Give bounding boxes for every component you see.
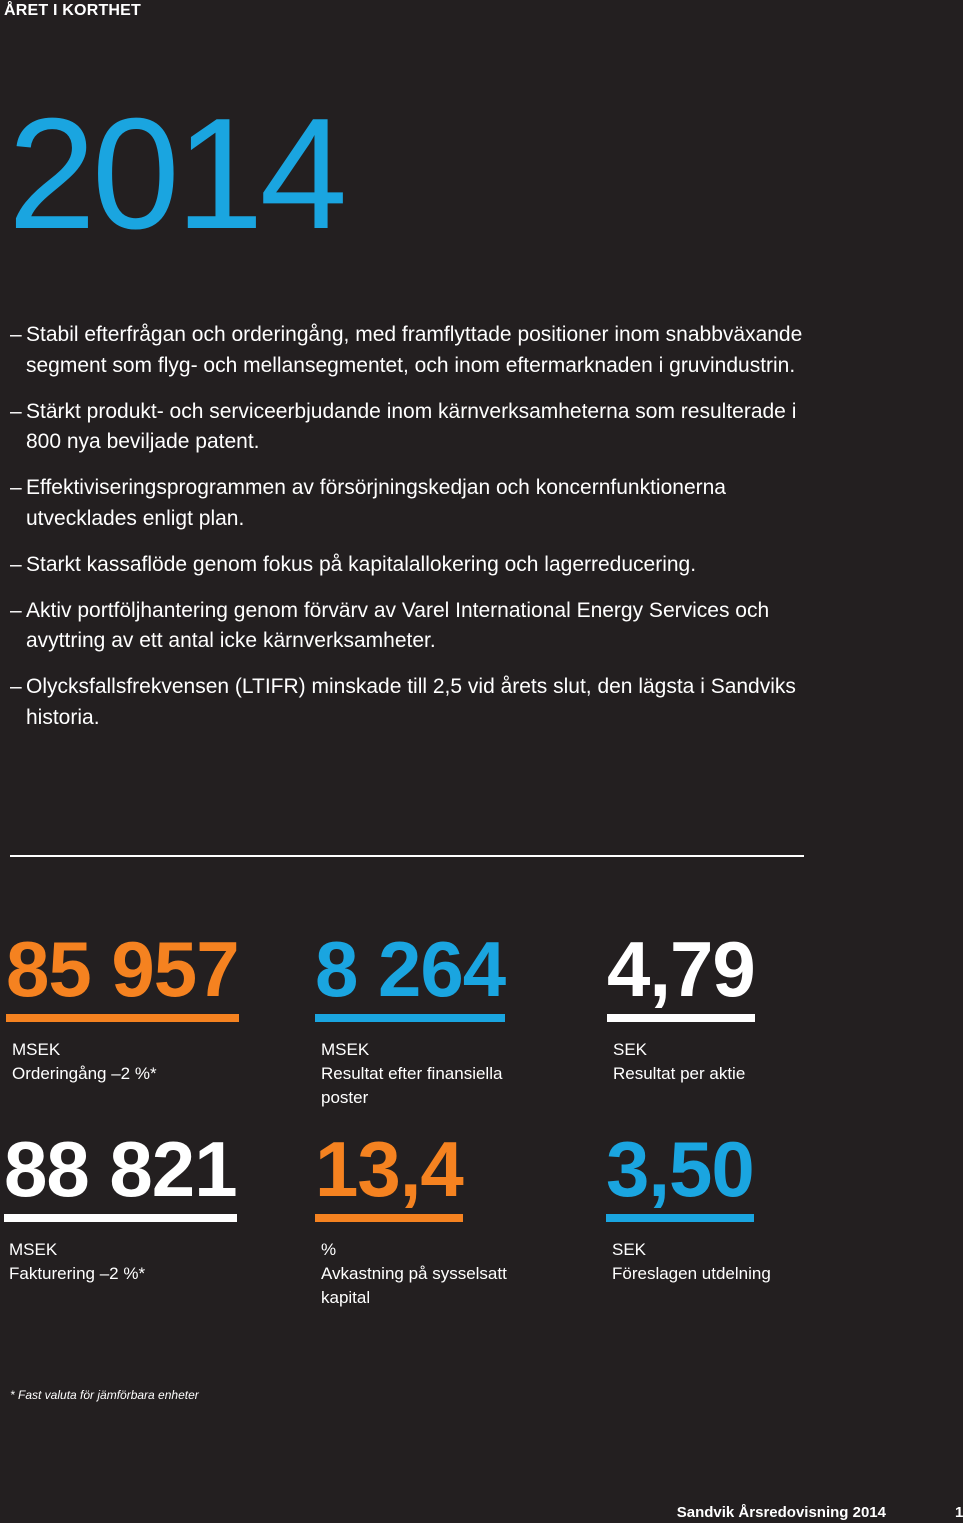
bullet-text: Effektiviseringsprogrammen av försörjningskedjan och koncernfunktionerna utvecklades enligt plan. [26,476,726,530]
stat-value: 4,79 [607,930,755,1022]
list-item [10,473,830,534]
stat-unit: MSEK [12,1040,61,1059]
stat-value: 3,50 [606,1130,754,1222]
stat-unit: MSEK [321,1040,370,1059]
stat-desc: Resultat per aktie [613,1064,746,1083]
stat-value: 13,4 [315,1130,463,1222]
stat-eps [607,925,857,1086]
bullet-dash: – [10,552,22,576]
stat-roce [315,1125,555,1310]
bullet-text: Stabil efterfrågan och orderingång, med framflyttade positioner inom snabbväxande segment som flyg- och mellansegmentet, och inom eftermarknaden i gruvindustrin. [26,323,803,377]
stat-desc: Resultat efter finansiella poster [321,1064,503,1107]
stat-desc: Orderingång –2 %* [12,1064,157,1083]
stat-unit: MSEK [9,1240,58,1259]
bullet-text: Stärkt produkt- och serviceerbjudande inom kärnverksamheterna som resulterade i 800 nya beviljade patent. [26,399,797,453]
highlights-list [10,320,830,749]
footnote: * Fast valuta för jämförbara enheter [10,1388,199,1402]
section-label: ÅRET I KORTHET [4,2,142,19]
stat-unit: SEK [613,1040,648,1059]
bullet-dash: – [10,476,22,499]
stat-profit [315,925,555,1110]
list-item [10,397,830,458]
stat-desc: Föreslagen utdelning [612,1264,771,1283]
stat-invoicing [4,1125,294,1286]
bullet-dash: – [10,399,22,423]
list-item [10,320,830,381]
divider-rule [10,855,804,857]
stat-desc: Avkastning på sysselsatt kapital [321,1264,507,1307]
stat-unit: % [321,1240,337,1259]
stat-desc: Fakturering –2 %* [9,1264,146,1283]
bullet-dash: – [10,323,22,346]
stat-orders [6,925,296,1086]
stat-unit: SEK [612,1240,647,1259]
bullet-text: Aktiv portföljhantering genom förvärv av Varel International Energy Services och avyttring av ett antal icke kärnverksamheter. [26,598,770,652]
page-number: 1 [955,1504,963,1521]
bullet-text: Starkt kassaflöde genom fokus på kapitalallokering och lagerreducering. [26,552,697,576]
bullet-text: Olycksfallsfrekvensen (LTIFR) minskade till 2,5 vid årets slut, den lägsta i Sandviks historia. [26,675,796,729]
stat-value: 85 957 [6,930,239,1022]
stat-dividend [606,1125,856,1286]
bullet-dash: – [10,598,22,622]
list-item [10,672,830,733]
stat-value: 8 264 [315,930,505,1022]
list-item [10,550,830,581]
footer-title: Sandvik Årsredovisning 2014 [676,1504,886,1521]
stat-value: 88 821 [4,1130,237,1222]
year-heading: 2014 [8,86,344,262]
bullet-dash: – [10,675,22,698]
list-item [10,596,830,657]
